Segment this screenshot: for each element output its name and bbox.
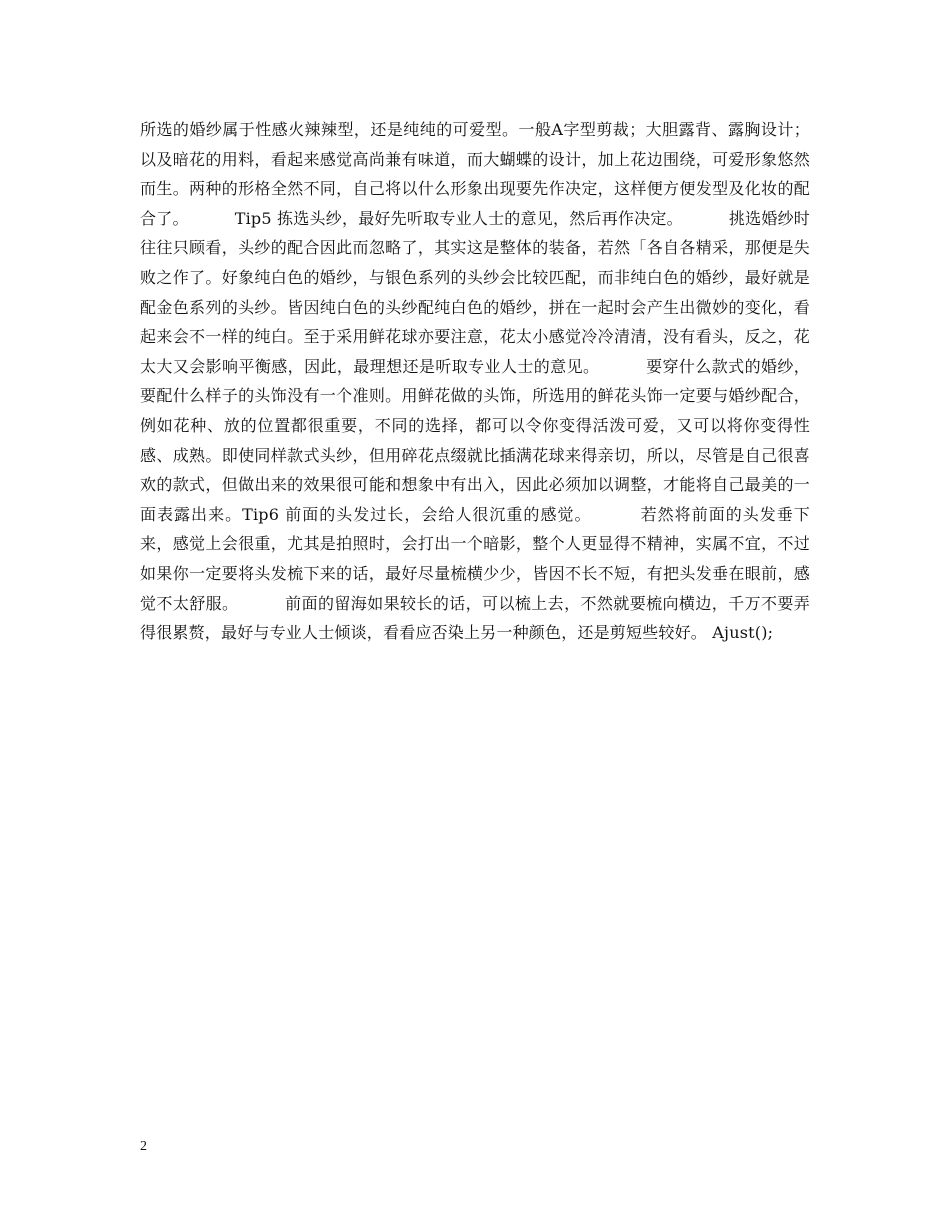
page-number: 2 — [140, 1139, 147, 1154]
body-paragraph: 所选的婚纱属于性感火辣辣型，还是纯纯的可爱型。一般A字型剪裁；大胆露背、露胸设计；以及暗花的用料，看起来感觉高尚兼有味道，而大蝴蝶的设计，加上花边围绕，可爱形象悠然而生。两种的形格全然不同，自己将以什么形象出现要先作决定，这样便方便发型及化妆的配合了。 Tip5 拣选头纱，最好先听取专业人士的意见，然后再作决定。 挑选婚纱时往往只顾看，头纱的配合因此而忽略了，其实这是整体的装备，若然「各自各精采，那便是失败之作了。好象纯白色的婚纱，与银色系列的头纱会比较匹配，而非纯白色的婚纱，最好就是配金色系列的头纱。皆因纯白色的头纱配纯白色的婚纱，拼在一起时会产生出微妙的变化，看起来会不一样的纯白。至于采用鲜花球亦要注意，花太小感觉冷冷清清，没有看头，反之，花太大又会影响平衡感，因此，最理想还是听取专业人士的意见。 要穿什么款式的婚纱，要配什么样子的头饰没有一个准则。用鲜花做的头饰，所选用的鲜花头饰一定要与婚纱配合，例如花种、放的位置都很重要，不同的选择，都可以令你变得活泼可爱，又可以将你变得性感、成熟。即使同样款式头纱，但用碎花点缀就比插满花球来得亲切，所以，尽管是自己很喜欢的款式，但做出来的效果很可能和想象中有出入，因此必须加以调整，才能将自己最美的一面表露出来。Tip6 前面的头发过长，会给人很沉重的感觉。 若然将前面的头发垂下来，感觉上会很重，尤其是拍照时，会打出一个暗影，整个人更显得不精神，实属不宜，不过如果你一定要将头发梳下来的话，最好尽量梳横少少，皆因不长不短，有把头发垂在眼前，感觉不太舒服。 前面的留海如果较长的话，可以梳上去，不然就要梳向横边，千万不要弄得很累赘，最好与专业人士倾谈，看看应否染上另一种颜色，还是剪短些较好。 Ajust(); — [140, 120, 810, 643]
